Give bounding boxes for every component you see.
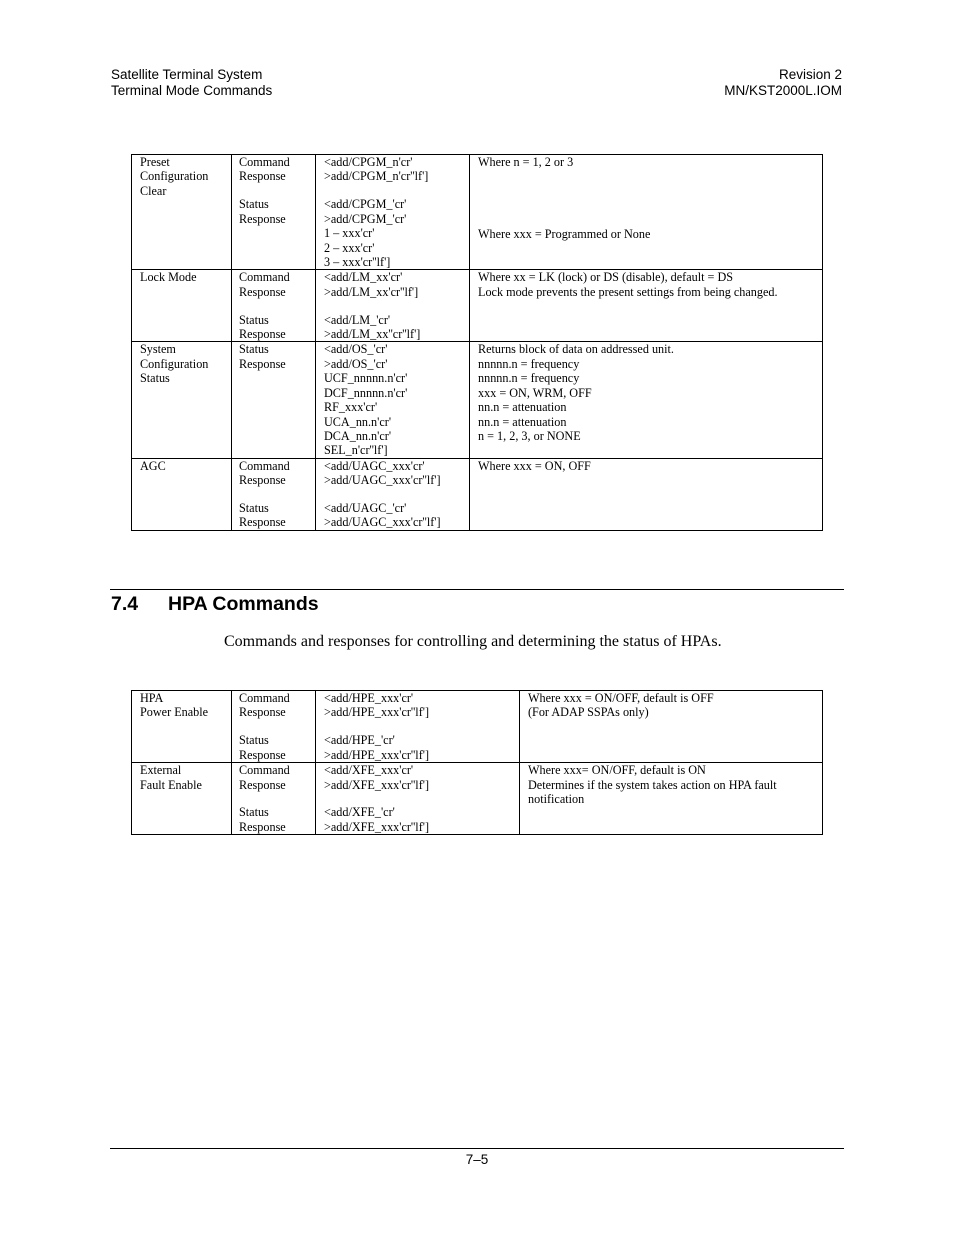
description-line xyxy=(478,213,816,227)
line-gap xyxy=(324,792,513,806)
command-syntax-line: >add/HPE_xxx'cr''lf'] xyxy=(324,705,430,720)
command-syntax-line: 1 – xxx'cr' xyxy=(324,226,375,241)
function-name-line: HPA xyxy=(140,691,164,705)
message-type-line: Command xyxy=(239,763,290,778)
command-syntax-line: SEL_n'cr''lf'] xyxy=(324,443,388,458)
command-syntax-line: >add/OS_'cr' xyxy=(324,356,388,371)
footer-rule xyxy=(110,1148,844,1149)
message-type-line: Command xyxy=(239,458,290,473)
page-number: 7–5 xyxy=(465,1152,489,1167)
line-gap xyxy=(239,720,309,734)
command-syntax-line: UCF_nnnnn.n'cr' xyxy=(324,371,408,386)
section-intro: Commands and responses for controlling and determining the status of HPAs. xyxy=(224,633,722,650)
function-name-cell xyxy=(132,270,232,342)
message-type-cell xyxy=(232,458,316,530)
line-gap xyxy=(324,488,463,502)
description-line xyxy=(478,184,816,198)
message-type-line: Response xyxy=(239,211,286,226)
function-name-cell xyxy=(132,691,232,763)
message-type-line: Status xyxy=(239,501,269,516)
table-row xyxy=(132,458,823,530)
description-cell xyxy=(470,155,823,270)
command-syntax-line: >add/LM_xx'cr''lf'] xyxy=(324,284,419,299)
description-line: nn.n = attenuation xyxy=(478,414,567,429)
function-name-cell xyxy=(132,155,232,270)
function-name-cell xyxy=(132,342,232,458)
running-header-right xyxy=(724,67,842,99)
command-syntax-line: <add/HPE_'cr' xyxy=(324,733,395,748)
command-syntax-cell xyxy=(316,691,520,763)
command-syntax-line: RF_xxx'cr' xyxy=(324,400,378,415)
message-type-line: Response xyxy=(239,747,286,762)
table-row xyxy=(132,342,823,458)
message-type-line: Response xyxy=(239,777,286,792)
function-name-line: Clear xyxy=(140,183,167,198)
hpa-commands-table xyxy=(131,690,823,835)
description-line: Where n = 1, 2 or 3 xyxy=(478,155,574,169)
function-name-line: System xyxy=(140,342,176,357)
description-line: xxx = ON, WRM, OFF xyxy=(478,385,592,400)
function-name-line: Fault Enable xyxy=(140,777,202,792)
description-line: Where xxx= ON/OFF, default is ON xyxy=(528,763,706,778)
description-line: Where xx = LK (lock) or DS (disable), default = DS xyxy=(478,270,734,285)
table-row xyxy=(132,155,823,270)
document-number: MN/KST2000L.IOM xyxy=(724,83,842,98)
revision-label: Revision 2 xyxy=(778,67,842,82)
function-name-line: External xyxy=(140,763,182,778)
function-name-line: Preset xyxy=(140,155,170,169)
command-syntax-line: >add/CPGM_'cr' xyxy=(324,211,407,226)
function-name-cell xyxy=(132,458,232,530)
line-gap xyxy=(239,299,309,313)
function-name-line: Configuration xyxy=(140,356,209,371)
message-type-line: Status xyxy=(239,197,269,212)
message-type-line: Command xyxy=(239,270,290,285)
table-row xyxy=(132,763,823,835)
description-cell xyxy=(470,270,823,342)
message-type-line: Command xyxy=(239,691,290,705)
description-line xyxy=(478,198,816,212)
message-type-line: Command xyxy=(239,155,290,169)
chapter-title: Terminal Mode Commands xyxy=(111,83,273,98)
function-name-line: Power Enable xyxy=(140,705,209,720)
command-syntax-line: <add/UAGC_'cr' xyxy=(324,501,407,516)
document-title: Satellite Terminal System xyxy=(111,67,263,82)
description-cell xyxy=(470,342,823,458)
command-syntax-cell xyxy=(316,458,470,530)
command-syntax-line: <add/LM_xx'cr' xyxy=(324,270,403,285)
function-name-line: AGC xyxy=(140,458,166,473)
section-rule xyxy=(110,589,844,590)
function-name-line: Status xyxy=(140,371,170,386)
table-row xyxy=(132,691,823,763)
message-type-line: Response xyxy=(239,284,286,299)
message-type-line: Response xyxy=(239,473,286,488)
description-cell xyxy=(520,763,823,835)
command-syntax-cell xyxy=(316,342,470,458)
message-type-cell xyxy=(232,691,316,763)
running-header-left xyxy=(111,67,272,99)
description-cell xyxy=(520,691,823,763)
message-type-cell xyxy=(232,270,316,342)
description-line xyxy=(478,169,816,183)
message-type-line: Response xyxy=(239,705,286,720)
description-line: notification xyxy=(528,791,585,806)
command-syntax-line: <add/XFE_'cr' xyxy=(324,805,395,820)
line-gap xyxy=(324,720,513,734)
line-gap xyxy=(239,792,309,806)
table-body xyxy=(132,155,823,531)
command-syntax-line: <add/CPGM_n'cr' xyxy=(324,155,413,169)
function-name-cell xyxy=(132,763,232,835)
description-line: Where xxx = ON/OFF, default is OFF xyxy=(528,691,714,705)
line-gap xyxy=(239,184,309,198)
command-syntax-cell xyxy=(316,155,470,270)
command-syntax-line: 3 – xxx'cr''lf'] xyxy=(324,254,391,269)
command-syntax-line: >add/UAGC_xxx'cr''lf'] xyxy=(324,515,441,530)
message-type-line: Response xyxy=(239,356,286,371)
message-type-line: Response xyxy=(239,515,286,530)
command-syntax-line: <add/XFE_xxx'cr' xyxy=(324,763,414,778)
command-syntax-line: >add/LM_xx''cr''lf'] xyxy=(324,327,421,342)
function-name-line: Configuration xyxy=(140,169,209,184)
command-syntax-line: <add/OS_'cr' xyxy=(324,342,388,357)
description-line: (For ADAP SSPAs only) xyxy=(528,705,649,720)
command-syntax-line: <add/LM_'cr' xyxy=(324,312,391,327)
section-heading xyxy=(111,592,319,616)
line-gap xyxy=(239,488,309,502)
message-type-line: Status xyxy=(239,312,269,327)
description-line: Where xxx = ON, OFF xyxy=(478,458,591,473)
section-title: HPA Commands xyxy=(168,593,319,615)
command-syntax-line: DCA_nn.n'cr' xyxy=(324,428,392,443)
message-type-cell xyxy=(232,342,316,458)
command-syntax-line: >add/UAGC_xxx'cr''lf'] xyxy=(324,473,441,488)
command-syntax-line: DCF_nnnnn.n'cr' xyxy=(324,385,408,400)
command-syntax-line: <add/UAGC_xxx'cr' xyxy=(324,458,425,473)
message-type-line: Response xyxy=(239,819,286,834)
command-syntax-line: UCA_nn.n'cr' xyxy=(324,414,392,429)
description-line: nn.n = attenuation xyxy=(478,400,567,415)
message-type-cell xyxy=(232,155,316,270)
message-type-line: Response xyxy=(239,169,286,184)
description-line: Determines if the system takes action on HPA fault xyxy=(528,777,777,792)
description-line: Lock mode prevents the present settings from being changed. xyxy=(478,284,778,299)
description-cell xyxy=(470,458,823,530)
command-syntax-line: <add/CPGM_'cr' xyxy=(324,197,407,212)
command-syntax-line: >add/XFE_xxx'cr''lf'] xyxy=(324,777,430,792)
table-body xyxy=(132,691,823,835)
command-syntax-line: 2 – xxx'cr' xyxy=(324,240,375,255)
command-syntax-line: >add/XFE_xxx'cr''lf'] xyxy=(324,819,430,834)
message-type-line: Status xyxy=(239,805,269,820)
line-gap xyxy=(324,184,463,198)
terminal-commands-table xyxy=(131,154,823,531)
message-type-cell xyxy=(232,763,316,835)
description-line: nnnnn.n = frequency xyxy=(478,356,580,371)
command-syntax-line: >add/HPE_xxx'cr''lf'] xyxy=(324,747,430,762)
message-type-line: Status xyxy=(239,733,269,748)
description-line: Where xxx = Programmed or None xyxy=(478,227,651,242)
description-line: n = 1, 2, 3, or NONE xyxy=(478,428,581,443)
command-syntax-line: <add/HPE_xxx'cr' xyxy=(324,691,414,705)
description-line: Returns block of data on addressed unit. xyxy=(478,342,674,357)
command-syntax-cell xyxy=(316,270,470,342)
function-name-line: Lock Mode xyxy=(140,270,197,285)
section-number: 7.4 xyxy=(111,593,139,615)
message-type-line: Response xyxy=(239,327,286,342)
line-gap xyxy=(324,299,463,313)
command-syntax-cell xyxy=(316,763,520,835)
table-row xyxy=(132,270,823,342)
command-syntax-line: >add/CPGM_n'cr''lf'] xyxy=(324,169,429,184)
message-type-line: Status xyxy=(239,342,269,357)
description-line: nnnnn.n = frequency xyxy=(478,371,580,386)
